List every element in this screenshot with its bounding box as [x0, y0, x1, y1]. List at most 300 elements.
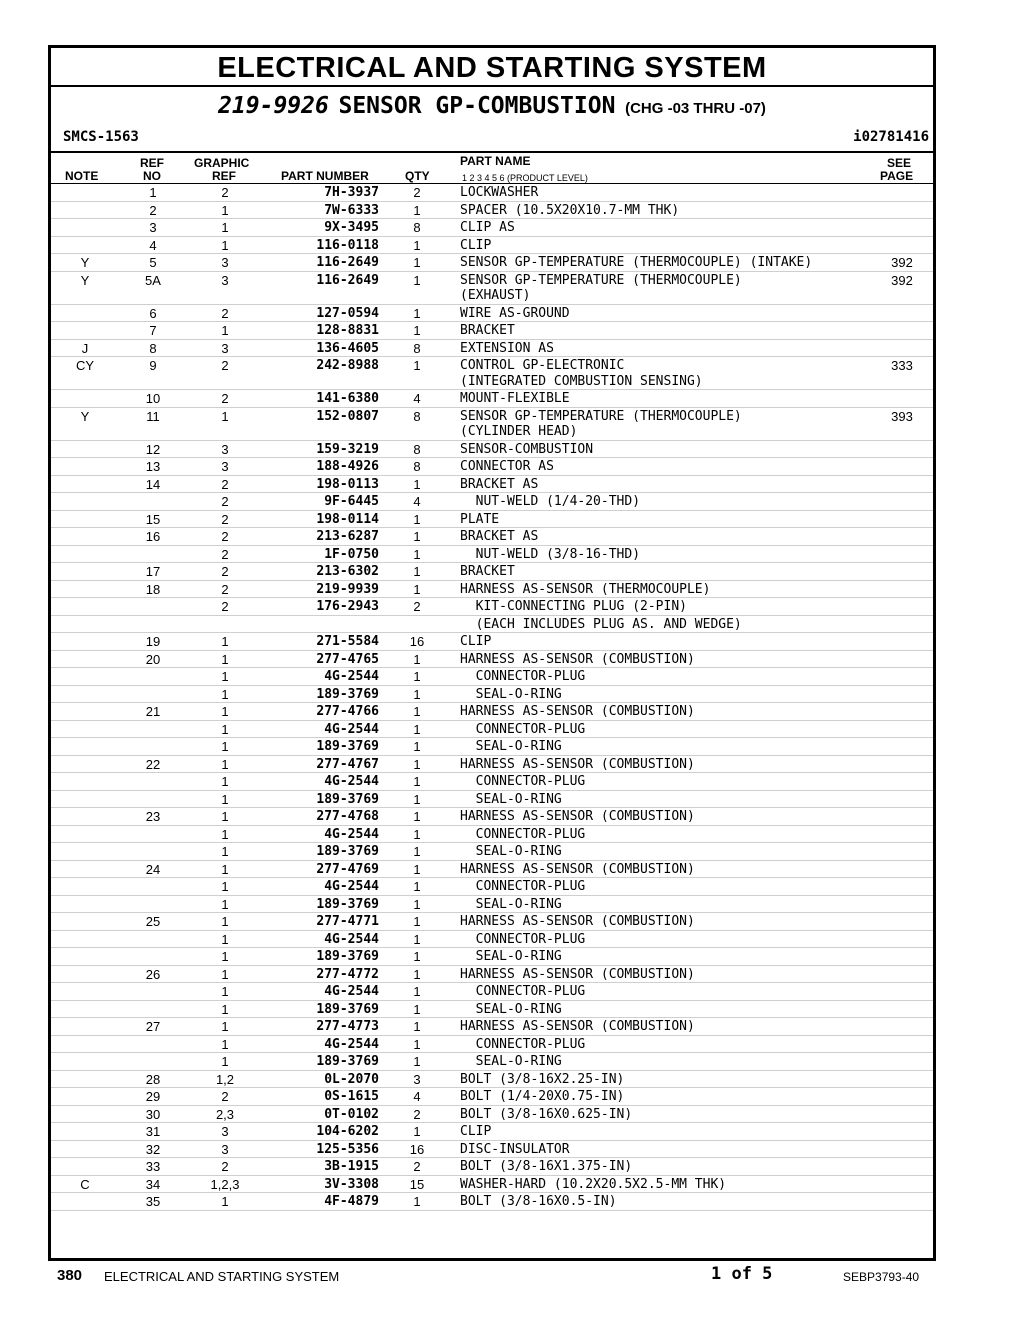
- row-part-name: LOCKWASHER: [460, 185, 539, 200]
- table-row: [51, 528, 933, 546]
- row-ref-no: 3: [149, 220, 157, 235]
- row-part-number: 116-2649: [316, 272, 379, 288]
- table-row: [51, 476, 933, 494]
- row-graphic-ref: 1: [221, 1036, 229, 1052]
- row-part-name: CONNECTOR-PLUG: [460, 826, 586, 842]
- smcs-code: SMCS-1563: [63, 129, 139, 145]
- row-part-name: BOLT (3/8-16X0.5-IN): [460, 1194, 617, 1209]
- row-qty: 1: [413, 914, 421, 929]
- table-row: [51, 340, 933, 358]
- row-note: C: [80, 1176, 90, 1192]
- row-part-number: 213-6287: [316, 529, 379, 544]
- table-row: [51, 721, 933, 739]
- row-ref-no: 17: [145, 564, 161, 579]
- table-row: [51, 808, 933, 826]
- row-graphic-ref: 3: [221, 1124, 229, 1139]
- row-part-name: EXTENSION AS: [460, 340, 554, 356]
- group-title: [51, 93, 933, 119]
- row-graphic-ref: 1: [221, 931, 229, 947]
- row-qty: 1: [413, 791, 421, 807]
- row-ref-no: 31: [145, 1124, 161, 1139]
- table-row: [51, 826, 933, 844]
- row-ref-no: 23: [145, 809, 161, 824]
- col-note-header: NOTE: [65, 169, 99, 183]
- row-graphic-ref: 1: [221, 879, 229, 894]
- row-part-number: 4G-2544: [324, 879, 379, 894]
- row-part-name: BOLT (3/8-16X0.625-IN): [460, 1106, 633, 1122]
- row-qty: 1: [413, 704, 421, 719]
- row-part-name: SEAL-O-RING: [460, 1054, 562, 1069]
- row-part-name: MOUNT-FLEXIBLE: [460, 391, 570, 406]
- row-qty: 1: [413, 721, 421, 737]
- row-part-number: 198-0114: [316, 511, 379, 527]
- row-part-name: BOLT (3/8-16X1.375-IN): [460, 1159, 633, 1174]
- row-part-name: SENSOR GP-TEMPERATURE (THERMOCOUPLE) (EXHAUST): [460, 272, 742, 303]
- row-graphic-ref: 1: [221, 1194, 229, 1209]
- row-graphic-ref: 2,3: [215, 1106, 235, 1122]
- row-part-number: 7W-6333: [324, 202, 379, 218]
- row-ref-no: 6: [149, 305, 157, 321]
- col-ref-no-header-bottom: NO: [143, 169, 161, 183]
- row-qty: 1: [413, 1124, 421, 1139]
- row-part-number: 189-3769: [316, 791, 379, 807]
- row-qty: 1: [413, 879, 421, 894]
- row-graphic-ref: 1: [221, 237, 229, 253]
- row-note: Y: [80, 255, 90, 270]
- table-row: [51, 756, 933, 774]
- table-row: [51, 931, 933, 949]
- row-qty: 1: [413, 237, 421, 253]
- row-ref-no: 14: [145, 476, 161, 492]
- row-qty: 4: [413, 391, 421, 406]
- row-part-number: 4G-2544: [324, 1036, 379, 1052]
- row-part-name: NUT-WELD (3/8-16-THD): [460, 546, 641, 562]
- table-row: [51, 686, 933, 704]
- col-graphic-ref-header-top: GRAPHIC: [194, 156, 250, 170]
- row-graphic-ref: 1: [221, 861, 229, 877]
- row-qty: 1: [413, 1001, 421, 1017]
- row-part-number: 104-6202: [316, 1124, 379, 1139]
- table-row: [51, 237, 933, 255]
- row-part-name: DISC-INSULATOR: [460, 1141, 570, 1157]
- row-part-number: 4G-2544: [324, 931, 379, 947]
- row-part-name: HARNESS AS-SENSOR (COMBUSTION): [460, 966, 695, 982]
- row-ref-no: 24: [145, 861, 161, 877]
- row-graphic-ref: 1: [221, 1001, 229, 1017]
- row-qty: 1: [413, 564, 421, 579]
- row-part-name: CONNECTOR-PLUG: [460, 669, 586, 684]
- row-part-name: HARNESS AS-SENSOR (COMBUSTION): [460, 914, 695, 929]
- col-see-page-header-bottom: PAGE: [880, 169, 914, 183]
- row-part-number: 0T-0102: [324, 1106, 379, 1122]
- row-ref-no: 34: [145, 1176, 161, 1192]
- row-qty: 1: [413, 202, 421, 218]
- table-row: [51, 1018, 933, 1036]
- row-part-number: 141-6380: [316, 391, 379, 406]
- row-qty: 2: [413, 185, 421, 200]
- row-graphic-ref: 1: [221, 220, 229, 235]
- row-qty: 16: [409, 1141, 425, 1157]
- row-graphic-ref: 1: [221, 634, 229, 649]
- row-qty: 1: [413, 861, 421, 877]
- row-part-number: 4G-2544: [324, 826, 379, 842]
- parts-table-body: [51, 184, 933, 1211]
- row-qty: 15: [409, 1176, 425, 1192]
- row-part-name: HARNESS AS-SENSOR (COMBUSTION): [460, 861, 695, 877]
- row-qty: 1: [413, 966, 421, 982]
- row-qty: 3: [413, 1071, 421, 1087]
- row-ref-no: 28: [145, 1071, 161, 1087]
- row-qty: 1: [413, 255, 421, 270]
- table-row: [51, 305, 933, 323]
- table-row: [51, 219, 933, 237]
- row-see-page: 393: [891, 408, 913, 424]
- row-graphic-ref: 1: [221, 896, 229, 912]
- row-qty: 1: [413, 756, 421, 772]
- table-row: [51, 322, 933, 340]
- row-graphic-ref: 1: [221, 323, 229, 338]
- row-part-number: 159-3219: [316, 441, 379, 457]
- table-row: [51, 441, 933, 459]
- row-qty: 8: [413, 441, 421, 457]
- row-ref-no: 29: [145, 1089, 161, 1104]
- row-part-number: 277-4767: [316, 756, 379, 772]
- row-part-name: CLIP: [460, 237, 492, 253]
- row-part-number: 0L-2070: [324, 1071, 379, 1087]
- row-part-number: 4G-2544: [324, 774, 379, 789]
- table-row: [51, 1001, 933, 1019]
- row-ref-no: 4: [149, 237, 157, 253]
- row-graphic-ref: 1: [221, 774, 229, 789]
- row-part-name: BRACKET AS: [460, 529, 539, 544]
- row-note: Y: [80, 272, 90, 288]
- row-ref-no: 20: [145, 651, 161, 667]
- row-qty: 1: [413, 809, 421, 824]
- table-row: [51, 616, 933, 634]
- row-qty: 1: [413, 826, 421, 842]
- row-graphic-ref: 2: [221, 494, 229, 509]
- row-qty: 1: [413, 305, 421, 321]
- row-part-name: SEAL-O-RING: [460, 949, 562, 964]
- row-graphic-ref: 1,2,3: [210, 1176, 240, 1192]
- row-part-number: 0S-1615: [324, 1089, 379, 1104]
- row-part-name: SEAL-O-RING: [460, 686, 562, 702]
- table-row: [51, 563, 933, 581]
- table-row: [51, 1158, 933, 1176]
- row-qty: 2: [413, 599, 421, 614]
- footer-document-number: SEBP3793-40: [843, 1270, 920, 1284]
- row-part-number: 152-0807: [316, 408, 379, 424]
- row-part-number: 4F-4879: [324, 1194, 379, 1209]
- row-qty: 1: [413, 949, 421, 964]
- table-row: [51, 668, 933, 686]
- row-part-name: CONNECTOR-PLUG: [460, 984, 586, 999]
- group-part-number: 219-9926: [218, 93, 329, 119]
- row-part-number: 213-6302: [316, 564, 379, 579]
- row-part-name: SEAL-O-RING: [460, 896, 562, 912]
- row-ref-no: 26: [145, 966, 161, 982]
- row-graphic-ref: 2: [221, 476, 229, 492]
- row-part-name: PLATE: [460, 511, 500, 527]
- col-ref-no-header-top: REF: [140, 156, 164, 170]
- row-part-name: SEAL-O-RING: [460, 844, 562, 859]
- row-part-name: BRACKET: [460, 323, 515, 338]
- table-row: [51, 493, 933, 511]
- row-qty: 1: [413, 511, 421, 527]
- row-part-number: 189-3769: [316, 844, 379, 859]
- table-row: [51, 913, 933, 931]
- row-qty: 1: [413, 546, 421, 562]
- row-graphic-ref: 1: [221, 669, 229, 684]
- row-part-number: 277-4771: [316, 914, 379, 929]
- row-qty: 1: [413, 529, 421, 544]
- row-qty: 1: [413, 739, 421, 754]
- table-row: [51, 1176, 933, 1194]
- col-part-name-header: PART NAME: [460, 154, 531, 168]
- row-ref-no: 11: [146, 408, 160, 424]
- row-part-name: HARNESS AS-SENSOR (THERMOCOUPLE): [460, 581, 711, 597]
- row-part-number: 277-4765: [316, 651, 379, 667]
- row-graphic-ref: 3: [221, 255, 229, 270]
- table-row: [51, 651, 933, 669]
- row-graphic-ref: 2: [221, 599, 229, 614]
- row-graphic-ref: 1: [221, 756, 229, 772]
- row-qty: 4: [413, 494, 421, 509]
- row-note: CY: [75, 358, 95, 373]
- row-graphic-ref: 3: [221, 459, 229, 474]
- row-qty: 1: [413, 1194, 421, 1209]
- row-qty: 8: [413, 340, 421, 356]
- row-part-number: 277-4768: [316, 809, 379, 824]
- row-qty: 2: [413, 1106, 421, 1122]
- row-part-number: 4G-2544: [324, 721, 379, 737]
- parts-list-frame: [48, 45, 936, 1261]
- footer-section-name: ELECTRICAL AND STARTING SYSTEM: [104, 1269, 340, 1284]
- change-range: (CHG -03 THRU -07): [625, 100, 766, 117]
- row-part-number: 277-4769: [316, 861, 379, 877]
- row-part-number: 9X-3495: [324, 220, 379, 235]
- table-row: [51, 1193, 933, 1211]
- row-graphic-ref: 2: [221, 305, 229, 321]
- row-ref-no: 25: [145, 914, 161, 929]
- table-row: [51, 1088, 933, 1106]
- table-row: [51, 408, 933, 441]
- row-graphic-ref: 2: [221, 358, 229, 373]
- row-qty: 8: [413, 408, 421, 424]
- row-part-number: 189-3769: [316, 896, 379, 912]
- row-ref-no: 30: [145, 1106, 161, 1122]
- row-ref-no: 18: [145, 581, 161, 597]
- row-graphic-ref: 1: [221, 739, 229, 754]
- row-qty: 4: [413, 1089, 421, 1104]
- footer-page-number: 380: [57, 1267, 83, 1284]
- table-row: [51, 254, 933, 272]
- table-row: [51, 598, 933, 616]
- row-part-name: BRACKET AS: [460, 476, 539, 492]
- row-part-number: 136-4605: [316, 340, 379, 356]
- row-ref-no: 33: [145, 1159, 161, 1174]
- row-qty: 1: [413, 896, 421, 912]
- row-qty: 1: [413, 651, 421, 667]
- table-row: [51, 703, 933, 721]
- row-qty: 1: [413, 931, 421, 947]
- row-part-number: 277-4772: [316, 966, 379, 982]
- table-row: [51, 773, 933, 791]
- row-graphic-ref: 1: [221, 844, 229, 859]
- row-qty: 2: [413, 1159, 421, 1174]
- row-part-number: 127-0594: [316, 305, 379, 321]
- row-graphic-ref: 2: [221, 546, 229, 562]
- row-ref-no: 10: [145, 391, 161, 406]
- row-part-name: HARNESS AS-SENSOR (COMBUSTION): [460, 704, 695, 719]
- row-note: Y: [80, 408, 90, 424]
- row-part-name: (EACH INCLUDES PLUG AS. AND WEDGE): [460, 616, 742, 632]
- row-qty: 1: [413, 476, 421, 492]
- table-row: [51, 843, 933, 861]
- row-part-number: 4G-2544: [324, 984, 379, 999]
- row-graphic-ref: 1: [221, 651, 229, 667]
- row-graphic-ref: 1: [221, 686, 229, 702]
- row-ref-no: 9: [149, 358, 157, 373]
- row-ref-no: 1: [149, 185, 157, 200]
- row-graphic-ref: 1: [221, 791, 229, 807]
- row-part-number: 3B-1915: [324, 1159, 379, 1174]
- row-graphic-ref: 1: [221, 809, 229, 824]
- table-row: [51, 1036, 933, 1054]
- row-part-number: 219-9939: [316, 581, 379, 597]
- row-ref-no: 12: [145, 441, 161, 457]
- row-part-number: 277-4773: [316, 1019, 379, 1034]
- row-qty: 1: [413, 323, 421, 338]
- row-graphic-ref: 3: [221, 272, 229, 288]
- row-graphic-ref: 2: [221, 564, 229, 579]
- row-qty: 1: [413, 686, 421, 702]
- row-qty: 1: [413, 358, 421, 373]
- row-part-number: 189-3769: [316, 686, 379, 702]
- table-row: [51, 1106, 933, 1124]
- row-graphic-ref: 1: [221, 966, 229, 982]
- row-part-name: CONNECTOR-PLUG: [460, 774, 586, 789]
- group-name: SENSOR GP-COMBUSTION: [338, 93, 616, 119]
- row-ref-no: 2: [149, 202, 157, 218]
- info-reference: i02781416: [853, 129, 929, 145]
- table-row: [51, 1053, 933, 1071]
- table-row: [51, 1071, 933, 1089]
- row-qty: 1: [413, 1036, 421, 1052]
- row-qty: 1: [413, 669, 421, 684]
- row-ref-no: 5: [149, 255, 157, 270]
- row-ref-no: 16: [145, 529, 161, 544]
- row-part-number: 188-4926: [316, 459, 379, 474]
- row-graphic-ref: 1: [221, 704, 229, 719]
- row-see-page: 333: [891, 358, 913, 373]
- row-part-number: 277-4766: [316, 704, 379, 719]
- row-see-page: 392: [891, 255, 913, 270]
- row-ref-no: 13: [145, 459, 161, 474]
- row-graphic-ref: 3: [221, 340, 229, 356]
- row-part-name: HARNESS AS-SENSOR (COMBUSTION): [460, 1019, 695, 1034]
- table-row: [51, 458, 933, 476]
- row-qty: 1: [413, 581, 421, 597]
- table-row: [51, 878, 933, 896]
- table-row: [51, 791, 933, 809]
- row-part-number: 189-3769: [316, 949, 379, 964]
- row-part-number: 189-3769: [316, 1001, 379, 1017]
- row-part-number: 4G-2544: [324, 669, 379, 684]
- row-part-number: 242-8988: [316, 358, 379, 373]
- row-part-number: 176-2943: [316, 599, 379, 614]
- row-part-name: CLIP: [460, 634, 492, 649]
- header-divider: [51, 151, 933, 153]
- row-graphic-ref: 3: [221, 1141, 229, 1157]
- row-part-name: CONTROL GP-ELECTRONIC (INTEGRATED COMBUSTION SENSING): [460, 358, 703, 389]
- col-graphic-ref-header-bottom: REF: [212, 169, 236, 183]
- table-row: [51, 948, 933, 966]
- row-ref-no: 22: [145, 756, 161, 772]
- row-qty: 1: [413, 272, 421, 288]
- footer-page-of: 1 of 5: [711, 1264, 773, 1284]
- table-row: [51, 184, 933, 202]
- row-ref-no: 5A: [145, 272, 161, 288]
- row-part-name: SEAL-O-RING: [460, 1001, 562, 1017]
- row-part-name: HARNESS AS-SENSOR (COMBUSTION): [460, 651, 695, 667]
- row-note: J: [81, 340, 89, 356]
- row-qty: 1: [413, 774, 421, 789]
- row-part-number: 9F-6445: [324, 494, 379, 509]
- row-qty: 1: [413, 1054, 421, 1069]
- table-row: [51, 966, 933, 984]
- row-graphic-ref: 1: [221, 914, 229, 929]
- row-graphic-ref: 2: [221, 581, 229, 597]
- row-part-name: WIRE AS-GROUND: [460, 305, 570, 321]
- row-part-name: CLIP: [460, 1124, 492, 1139]
- row-graphic-ref: 1: [221, 984, 229, 999]
- col-see-page-header-top: SEE: [887, 156, 912, 170]
- row-graphic-ref: 2: [221, 391, 229, 406]
- col-qty-header: QTY: [405, 169, 430, 183]
- table-row: [51, 861, 933, 879]
- table-row: [51, 633, 933, 651]
- table-row: [51, 357, 933, 390]
- section-title: ELECTRICAL AND STARTING SYSTEM: [51, 48, 933, 87]
- row-part-name: CONNECTOR AS: [460, 459, 554, 474]
- table-row: [51, 896, 933, 914]
- row-part-number: 116-0118: [316, 237, 379, 253]
- row-graphic-ref: 1: [221, 826, 229, 842]
- row-part-name: KIT-CONNECTING PLUG (2-PIN): [460, 599, 687, 614]
- table-row: [51, 202, 933, 220]
- row-part-name: BOLT (1/4-20X0.75-IN): [460, 1089, 625, 1104]
- row-part-name: WASHER-HARD (10.2X20.5X2.5-MM THK): [460, 1176, 727, 1192]
- row-part-name: HARNESS AS-SENSOR (COMBUSTION): [460, 756, 695, 772]
- row-ref-no: 27: [145, 1019, 161, 1034]
- row-ref-no: 8: [149, 340, 157, 356]
- row-part-name: HARNESS AS-SENSOR (COMBUSTION): [460, 809, 695, 824]
- table-row: [51, 272, 933, 305]
- row-ref-no: 15: [145, 511, 161, 527]
- row-part-name: CONNECTOR-PLUG: [460, 931, 586, 947]
- row-ref-no: 35: [145, 1194, 161, 1209]
- row-part-name: SENSOR GP-TEMPERATURE (THERMOCOUPLE) (CYLINDER HEAD): [460, 408, 742, 439]
- row-graphic-ref: 2: [221, 1159, 229, 1174]
- row-part-number: 189-3769: [316, 1054, 379, 1069]
- row-part-number: 1F-0750: [324, 546, 379, 562]
- row-graphic-ref: 1: [221, 1054, 229, 1069]
- row-ref-no: 21: [145, 704, 161, 719]
- row-see-page: 392: [891, 272, 913, 288]
- row-part-number: 125-5356: [316, 1141, 379, 1157]
- row-part-number: 189-3769: [316, 739, 379, 754]
